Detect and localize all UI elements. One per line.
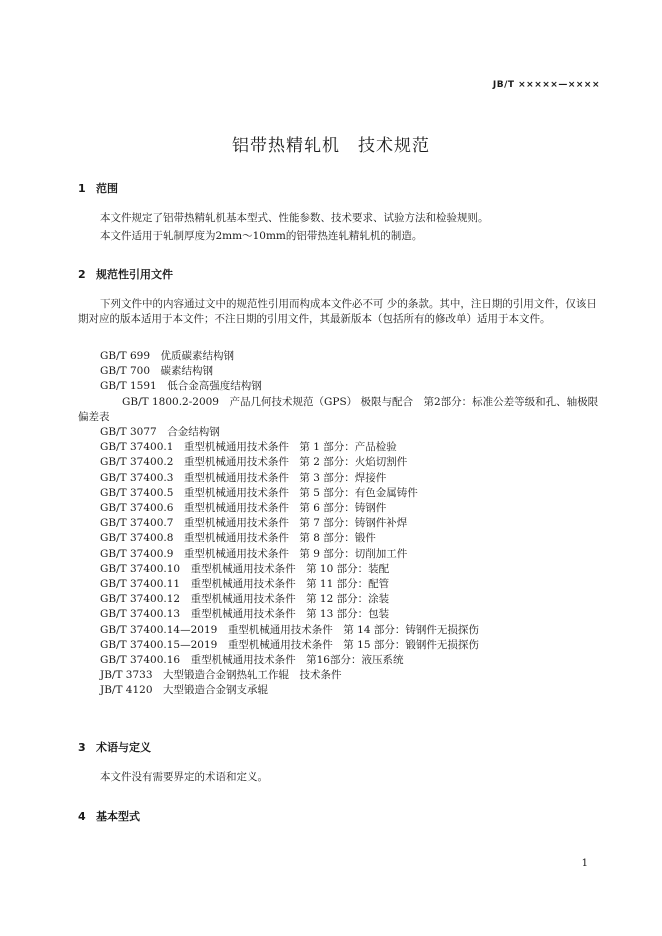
- reference-code: GB/T 37400.2: [100, 456, 174, 469]
- standard-number: JB/T ×××××—××××: [492, 80, 600, 90]
- reference-item: [78, 638, 603, 653]
- section-title: 术语与定义: [96, 741, 151, 754]
- reference-name: 重型机械通用技术条件 第 6 部分：铸钢件: [183, 502, 387, 515]
- reference-item: [78, 562, 603, 577]
- reference-item: [78, 471, 603, 486]
- reference-item: [78, 364, 603, 379]
- reference-name: 重型机械通用技术条件 第 15 部分：锻钢件无损探伤: [227, 638, 479, 651]
- reference-code: GB/T 700: [100, 365, 151, 378]
- paragraph: 本文件适用于轧制厚度为2mm～10mm的铝带热连轧精轧机的制造。: [100, 230, 423, 242]
- reference-name: 大型锻造合金钢热轧工作辊 技术条件: [163, 669, 342, 682]
- page-number: 1: [581, 858, 588, 869]
- reference-item: [78, 653, 603, 668]
- reference-code: GB/T 37400.9: [100, 547, 174, 560]
- reference-code: GB/T 37400.3: [100, 471, 174, 484]
- reference-name: 合金结构钢: [167, 426, 220, 439]
- reference-name: 重型机械通用技术条件 第 3 部分：焊接件: [183, 471, 387, 484]
- reference-item: [78, 531, 603, 546]
- reference-code: GB/T 3077: [100, 426, 157, 439]
- reference-code: GB/T 37400.16: [100, 654, 181, 667]
- reference-item: [78, 440, 603, 455]
- reference-name: 重型机械通用技术条件 第 14 部分：铸钢件无损探伤: [227, 623, 479, 636]
- reference-item: [78, 623, 603, 638]
- reference-item: [78, 425, 603, 440]
- reference-name: 重型机械通用技术条件 第 9 部分：切削加工件: [183, 547, 408, 560]
- reference-name: 重型机械通用技术条件 第16部分：液压系统: [190, 654, 404, 667]
- section-4-heading: [78, 808, 140, 824]
- reference-code: GB/T 37400.8: [100, 532, 174, 545]
- reference-name: 重型机械通用技术条件 第 8 部分：锻件: [183, 532, 376, 545]
- reference-name: 重型机械通用技术条件 第 10 部分：装配: [190, 562, 390, 575]
- reference-code: GB/T 37400.13: [100, 608, 181, 621]
- section-2-heading: [78, 266, 173, 282]
- reference-code: GB/T 699: [100, 350, 151, 362]
- reference-list: [78, 349, 603, 699]
- reference-item: [78, 577, 603, 592]
- section-1-heading: [78, 180, 118, 196]
- reference-item: [78, 501, 603, 516]
- reference-item: [78, 592, 603, 607]
- paragraph: 本文件规定了铝带热精轧机基本型式、性能参数、技术要求、试验方法和检验规则。: [100, 212, 489, 224]
- reference-name: 重型机械通用技术条件 第 12 部分：涂装: [190, 593, 390, 606]
- reference-item: [78, 395, 603, 425]
- reference-item: [78, 349, 603, 364]
- reference-name: 重型机械通用技术条件 第 11 部分：配管: [190, 578, 390, 591]
- section-title: 范围: [96, 182, 118, 195]
- reference-name: 大型锻造合金钢支承辊: [163, 684, 269, 697]
- reference-item: [78, 607, 603, 622]
- reference-code: GB/T 37400.14—2019: [100, 623, 218, 636]
- section-title: 规范性引用文件: [96, 268, 173, 281]
- reference-name: 优质碳素结构钢: [160, 350, 235, 362]
- reference-name: 碳素结构钢: [160, 365, 214, 378]
- section-3-heading: [78, 739, 151, 755]
- reference-code: GB/T 37400.6: [100, 502, 174, 515]
- section-number: 1: [78, 182, 86, 195]
- section-number: 3: [78, 741, 86, 754]
- reference-item: [78, 379, 603, 394]
- section-title: 基本型式: [96, 810, 140, 823]
- reference-item: [78, 486, 603, 501]
- reference-name: 重型机械通用技术条件 第 1 部分：产品检验: [183, 441, 397, 454]
- reference-code: JB/T 3733: [100, 669, 153, 682]
- reference-name: 重型机械通用技术条件 第 5 部分：有色金属铸件: [183, 486, 418, 499]
- reference-item: [78, 516, 603, 531]
- reference-code: GB/T 37400.12: [100, 593, 181, 606]
- reference-code: GB/T 1591: [100, 380, 157, 393]
- section-number: 2: [78, 268, 86, 281]
- reference-code: GB/T 37400.11: [100, 578, 181, 591]
- reference-code: GB/T 37400.1: [100, 441, 174, 454]
- reference-code: GB/T 37400.10: [100, 562, 181, 575]
- reference-name: 重型机械通用技术条件 第 13 部分：包装: [190, 608, 390, 621]
- reference-item: [78, 455, 603, 470]
- reference-name: 低合金高强度结构钢: [167, 380, 262, 393]
- section-number: 4: [78, 810, 86, 823]
- paragraph: 本文件没有需要界定的术语和定义。: [100, 771, 268, 783]
- reference-item: [78, 683, 603, 698]
- reference-code: GB/T 37400.15—2019: [100, 638, 218, 651]
- paragraph: 下列文件中的内容通过文中的规范性引用而构成本文件必不可 少的条款。其中，注日期的引用文件，仅该日期对应的版本适用于本文件；不注日期的引用文件，其最新版本（包括所有的修改单）适用于本文件。: [78, 298, 597, 326]
- reference-code: GB/T 37400.7: [100, 517, 174, 530]
- reference-name: 重型机械通用技术条件 第 2 部分：火焰切割件: [183, 456, 408, 469]
- reference-code: JB/T 4120: [100, 684, 153, 697]
- reference-code: GB/T 37400.5: [100, 486, 174, 499]
- reference-item: [78, 668, 603, 683]
- document-title: 铝带热精轧机 技术规范: [232, 136, 430, 156]
- reference-item: [78, 547, 603, 562]
- reference-code: GB/T 1800.2-2009: [122, 395, 219, 408]
- reference-name: 产品几何技术规范（GPS） 极限与配合 第2部分：标准公差等级和孔、轴极限偏差表: [78, 395, 599, 423]
- reference-name: 重型机械通用技术条件 第 7 部分：铸钢件补焊: [183, 517, 408, 530]
